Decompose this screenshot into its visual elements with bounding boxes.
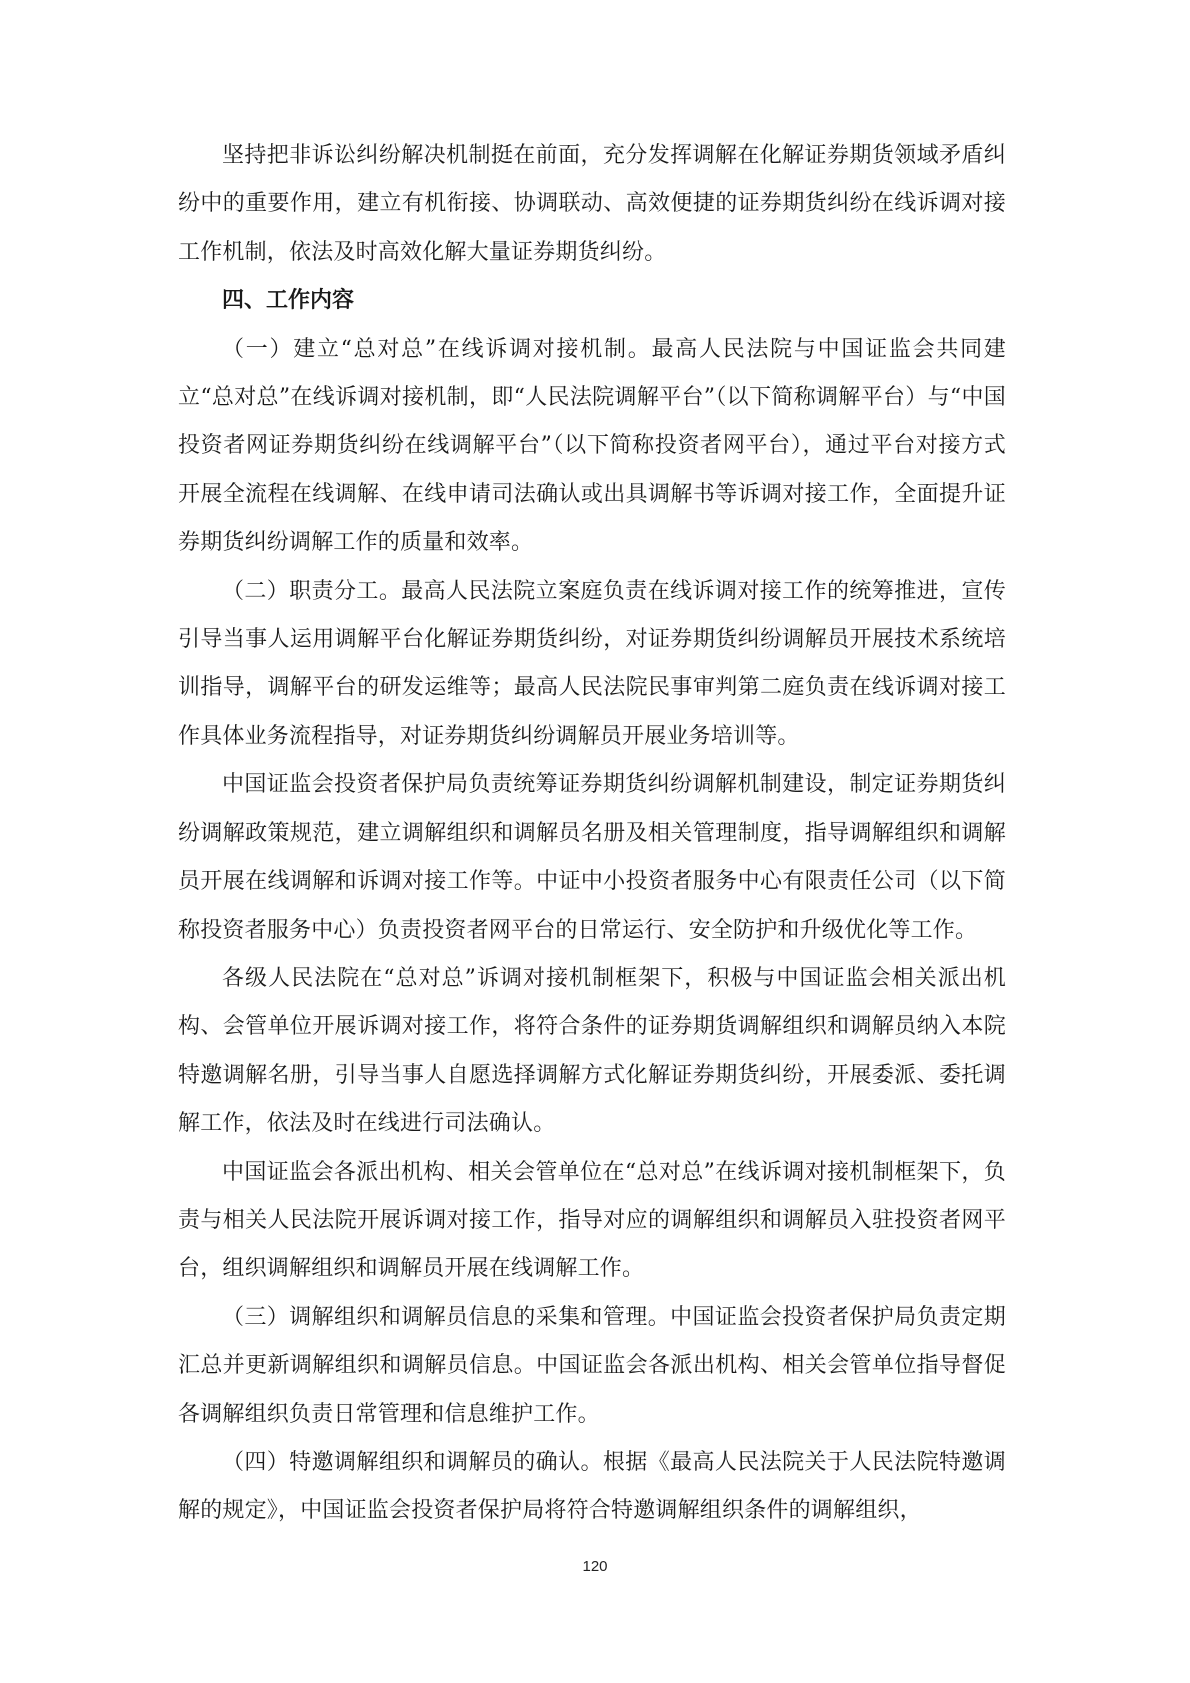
paragraph-item-1: （一）建立“总对总”在线诉调对接机制。最高人民法院与中国证监会共同建立“总对总”在线诉调对接机制，即“人民法院调解平台”（以下简称调解平台）与“中国投资者网证券期货纠纷在线调解平台”（以下简称投资者网平台），通过平台对接方式开展全流程在线调解、在线申请司法确认或出具调解书等诉调对接工作，全面提升证券期货纠纷调解工作的质量和效率。 bbox=[178, 336, 1006, 556]
page-number: 120 bbox=[582, 1558, 608, 1575]
paragraph-branches-duties: 中国证监会各派出机构、相关会管单位在“总对总”在线诉调对接机制框架下，负责与相关人民法院开展诉调对接工作，指导对应的调解组织和调解员入驻投资者网平台，组织调解组织和调解员开展在线调解工作。 bbox=[178, 1159, 1006, 1282]
paragraph-csrc-duties: 中国证监会投资者保护局负责统筹证券期货纠纷调解机制建设，制定证券期货纠纷调解政策规范，建立调解组织和调解员名册及相关管理制度，指导调解组织和调解员开展在线调解和诉调对接工作等。中证中小投资者服务中心有限责任公司（以下简称投资者服务中心）负责投资者网平台的日常运行、安全防护和升级优化等工作。 bbox=[178, 772, 1006, 943]
section-heading-work-content: 四、工作内容 bbox=[222, 288, 355, 314]
paragraph-item-3: （三）调解组织和调解员信息的采集和管理。中国证监会投资者保护局负责定期汇总并更新调解组织和调解员信息。中国证监会各派出机构、相关会管单位指导督促各调解组织负责日常管理和信息维护工作。 bbox=[178, 1304, 1006, 1427]
document-body bbox=[178, 132, 1006, 1536]
paragraph-item-4: （四）特邀调解组织和调解员的确认。根据《最高人民法院关于人民法院特邀调解的规定》，中国证监会投资者保护局将符合特邀调解组织条件的调解组织， bbox=[178, 1449, 1006, 1524]
paragraph-courts-duties: 各级人民法院在“总对总”诉调对接机制框架下，积极与中国证监会相关派出机构、会管单位开展诉调对接工作，将符合条件的证券期货调解组织和调解员纳入本院特邀调解名册，引导当事人自愿选择调解方式化解证券期货纠纷，开展委派、委托调解工作，依法及时在线进行司法确认。 bbox=[178, 965, 1006, 1137]
paragraph-item-2: （二）职责分工。最高人民法院立案庭负责在线诉调对接工作的统筹推进，宣传引导当事人运用调解平台化解证券期货纠纷，对证券期货纠纷调解员开展技术系统培训指导，调解平台的研发运维等；最高人民法院民事审判第二庭负责在线诉调对接工作具体业务流程指导，对证券期货纠纷调解员开展业务培训等。 bbox=[178, 578, 1006, 749]
paragraph-intro: 坚持把非诉讼纠纷解决机制挺在前面，充分发挥调解在化解证券期货领域矛盾纠纷中的重要作用，建立有机衔接、协调联动、高效便捷的证券期货纠纷在线诉调对接工作机制，依法及时高效化解大量证券期货纠纷。 bbox=[178, 143, 1006, 265]
